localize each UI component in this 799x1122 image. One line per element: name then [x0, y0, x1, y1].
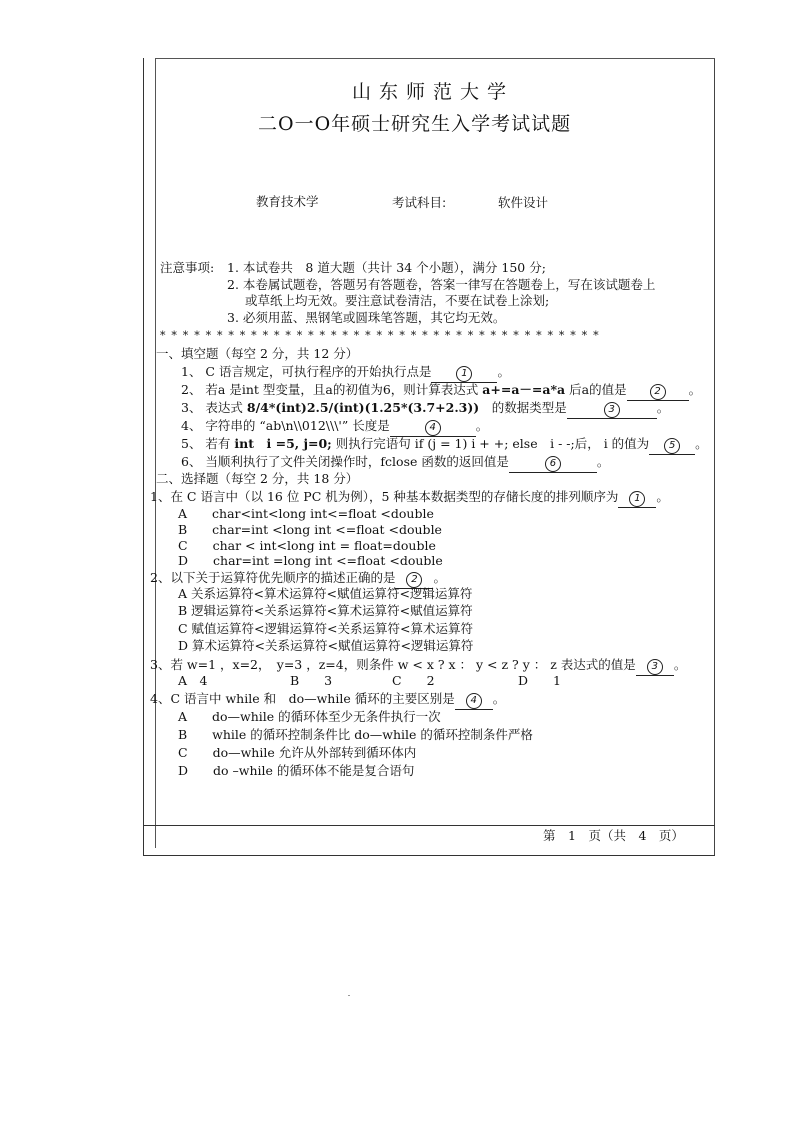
answer-blank: [455, 692, 493, 710]
question-text: 2、 若a 是int 型变量，且a的初值为6，则计算表达式: [181, 382, 483, 397]
answer-circle: 1: [456, 366, 472, 382]
frame-line: [155, 58, 715, 59]
major: 教育技术学: [256, 194, 319, 209]
question-text: 4、C 语言中 while 和 do—while 循环的主要区别是: [150, 691, 455, 706]
answer-option: A do—while 的循环体至少无条件执行一次: [178, 709, 441, 724]
frame-line: [143, 58, 144, 855]
answer-option: C 赋值运算符<逻辑运算符<关系运算符<算术运算符: [178, 621, 473, 636]
question-end: 。: [497, 364, 510, 379]
answer-circle: 1: [629, 491, 645, 507]
answer-option: D do –while 的循环体不能是复合语句: [178, 763, 415, 778]
answer-circle: 3: [604, 402, 620, 418]
choice-question: [150, 691, 505, 710]
answer-circle: 2: [650, 384, 666, 400]
footer-line: [143, 855, 715, 856]
question-text: 3、若 w=1 ，x=2， y=3 ，z=4，则条件 w < x ? x ： y < z ? y ： z 表达式的值是: [150, 657, 636, 672]
footer-line: [143, 825, 715, 826]
note-item: 2. 本卷属试题卷，答题另有答题卷，答案一律写在答题卷上，写在该试题卷上: [227, 277, 656, 292]
question-end: 。: [656, 489, 669, 504]
answer-blank: [649, 437, 695, 455]
question-text: 4、 字符串的 “ab\n\\012\\\'” 长度是: [181, 418, 390, 433]
question-text: 6、 当顺利执行了文件关闭操作时，fclose 函数的返回值是: [181, 454, 509, 469]
subject: 软件设计: [498, 195, 549, 210]
question-end: 。: [688, 382, 702, 397]
question-expression: 8/4*(int)2.5/(int)(1.25*(3.7+2.3)): [246, 400, 480, 415]
question-end: 。: [475, 418, 489, 433]
frame-line: [155, 58, 156, 848]
fill-question: [181, 382, 701, 401]
question-text: 1、在 C 语言中（以 16 位 PC 机为例），5 种基本数据类型的存储长度的排列顺序为: [150, 489, 619, 504]
question-end: 。: [656, 400, 670, 415]
answer-blank: [636, 658, 674, 676]
question-expression: a+=a－=a*a: [482, 382, 566, 397]
answer-circle: 6: [545, 456, 561, 472]
answer-option: A 关系运算符<算术运算符<赋值运算符<逻辑运算符: [178, 586, 473, 601]
answer-option: B char=int <long int <=float <double: [178, 522, 442, 537]
question-text: 则执行完语句 if (j = 1) i + +; else i - -;后， i 的值为: [331, 436, 650, 451]
section1-title: 一、填空题（每空 2 分，共 12 分）: [156, 346, 359, 361]
answer-option: C 2: [392, 673, 435, 688]
answer-option: B 3: [290, 673, 333, 688]
question-end: 。: [492, 691, 506, 706]
scan-speck: [348, 995, 350, 996]
answer-option: C do—while 允许从外部转到循环体内: [178, 745, 417, 760]
answer-option: B 逻辑运算符<关系运算符<算术运算符<赋值运算符: [178, 603, 473, 618]
question-text: 5、 若有: [181, 436, 235, 451]
fill-question: [181, 364, 510, 383]
answer-blank: [567, 401, 657, 419]
page-number: 第 1 页（共 4 页）: [543, 828, 684, 843]
star-divider: * * * * * * * * * * * * * * * * * * * * * * * * * * * * * * * * * * * * * * *: [160, 329, 600, 342]
question-text: 3、 表达式: [181, 400, 247, 415]
answer-circle: 4: [466, 693, 482, 709]
fill-question: [181, 400, 669, 419]
answer-blank: [627, 383, 689, 401]
answer-option: A 4: [178, 673, 208, 688]
question-end: 。: [596, 454, 610, 469]
answer-blank: [390, 419, 476, 437]
exam-title: 二O一O年硕士研究生入学考试试题: [258, 113, 572, 135]
question-text: 2、以下关于运算符优先顺序的描述正确的是: [150, 570, 396, 585]
question-end: 。: [433, 570, 446, 585]
fill-question: [181, 436, 708, 455]
question-expression: int i =5, j=0;: [234, 436, 332, 451]
frame-line: [714, 58, 715, 855]
question-text: 1、 C 语言规定，可执行程序的开始执行点是: [181, 364, 432, 379]
answer-option: D 算术运算符<关系运算符<赋值运算符<逻辑运算符: [178, 638, 474, 653]
section2-title: 二、选择题（每空 2 分，共 18 分）: [156, 471, 359, 486]
answer-blank: [431, 365, 497, 383]
question-end: 。: [695, 436, 708, 451]
university-name: 山东师范大学: [352, 81, 515, 103]
note-item: 1. 本试卷共 8 道大题（共计 34 个小题），满分 150 分;: [227, 260, 546, 275]
answer-option: D 1: [518, 673, 561, 688]
question-end: 。: [673, 657, 687, 672]
answer-option: D char=int =long int <=float <double: [178, 553, 443, 568]
answer-option: B while 的循环控制条件比 do—while 的循环控制条件严格: [178, 727, 533, 742]
subject-label: 考试科目:: [392, 195, 447, 210]
answer-blank: [618, 490, 656, 508]
question-text: 的数据类型是: [479, 400, 567, 415]
notes-label: 注意事项:: [160, 260, 215, 275]
fill-question: [181, 418, 488, 437]
answer-circle: 2: [406, 572, 422, 588]
answer-circle: 4: [425, 420, 441, 436]
question-text: 后a的值是: [565, 382, 627, 397]
answer-blank: [509, 455, 597, 473]
answer-option: C char < int<long int = float=double: [178, 538, 436, 553]
answer-circle: 3: [647, 659, 663, 675]
note-item: 或草纸上均无效。要注意试卷清洁，不要在试卷上涂划;: [245, 293, 550, 308]
answer-circle: 5: [664, 438, 680, 454]
answer-option: A char<int<long int<=float <double: [178, 506, 434, 521]
note-item: 3. 必须用蓝、黑钢笔或圆珠笔答题，其它均无效。: [227, 310, 506, 325]
